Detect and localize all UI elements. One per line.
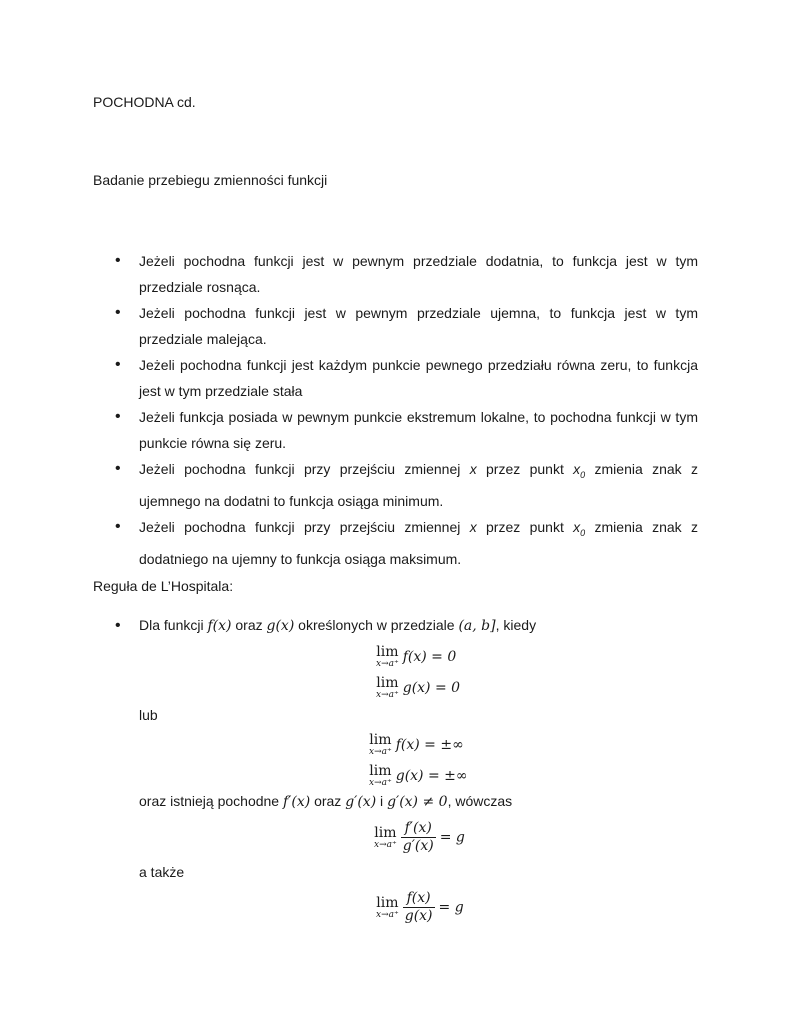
equation-6: lim x→a⁺ $\frac{f(x)}{g(x)}$ = g <box>376 890 464 924</box>
a-takze-text: a także <box>139 864 185 880</box>
equation-4: lim x→a⁺ g(x) = ±∞ <box>369 763 468 788</box>
item-text: przez punkt <box>476 518 574 535</box>
equation-5: lim x→a⁺ $\frac{f'(x)}{g'(x)}$ = g <box>374 820 465 854</box>
condition-text: oraz istnieją pochodne f′(x) oraz g′(x) i g′(x) ≠ 0, wówczas <box>139 793 513 810</box>
equation-1: lim x→a⁺ f(x) = 0 <box>376 644 457 669</box>
item-text: Jeżeli pochodna funkcji przy przejściu zmiennej <box>139 461 470 477</box>
math-f: f(x) <box>207 618 232 634</box>
point-x0: $x_0$ <box>573 518 586 538</box>
list-item: • Jeżeli pochodna funkcji jest każdym punkcie pewnego przedziału równa zeru, to funkcja jest w tym przedziale stała <box>93 352 698 404</box>
bullet-icon: • <box>115 617 121 634</box>
variable-x: x <box>469 518 477 535</box>
list-item: • Jeżeli pochodna funkcji jest w pewnym przedziale ujemna, to funkcja jest w tym przedziale malejąca. <box>93 300 698 352</box>
item-text: zmienia znak z dodatniego na ujemny to funkcja osiąga maksimum. <box>139 518 698 567</box>
math-interval: (a, b] <box>458 618 496 634</box>
item-text: przez punkt <box>476 461 574 477</box>
item-text: zmienia znak z ujemnego na dodatni to funkcja osiąga minimum. <box>139 461 698 509</box>
equation-3: lim x→a⁺ f(x) = ±∞ <box>369 732 464 757</box>
list-item <box>93 456 698 514</box>
item-text: Jeżeli pochodna funkcji przy przejściu zmiennej <box>139 518 470 535</box>
list-item <box>93 514 698 572</box>
equation-2: lim x→a⁺ g(x) = 0 <box>376 675 461 700</box>
lub-text: lub <box>139 707 158 723</box>
variable-x: x <box>469 461 477 477</box>
math-g: g(x) <box>266 618 295 634</box>
document-title: POCHODNA cd. <box>93 94 196 110</box>
list-item: • Jeżeli pochodna funkcji jest w pewnym przedziale dodatnia, to funkcja jest w tym przedziale rosnąca. <box>93 248 698 300</box>
rules-list <box>93 248 698 572</box>
section-heading: Badanie przebiegu zmienności funkcji <box>93 172 328 188</box>
list-item: • Jeżeli funkcja posiada w pewnym punkcie ekstremum lokalne, to pochodna funkcji w tym punkcie równa się zeru. <box>93 404 698 456</box>
rule-heading: Reguła de L’Hospitala: <box>93 578 234 594</box>
point-x0: $x_0$ <box>573 461 586 480</box>
